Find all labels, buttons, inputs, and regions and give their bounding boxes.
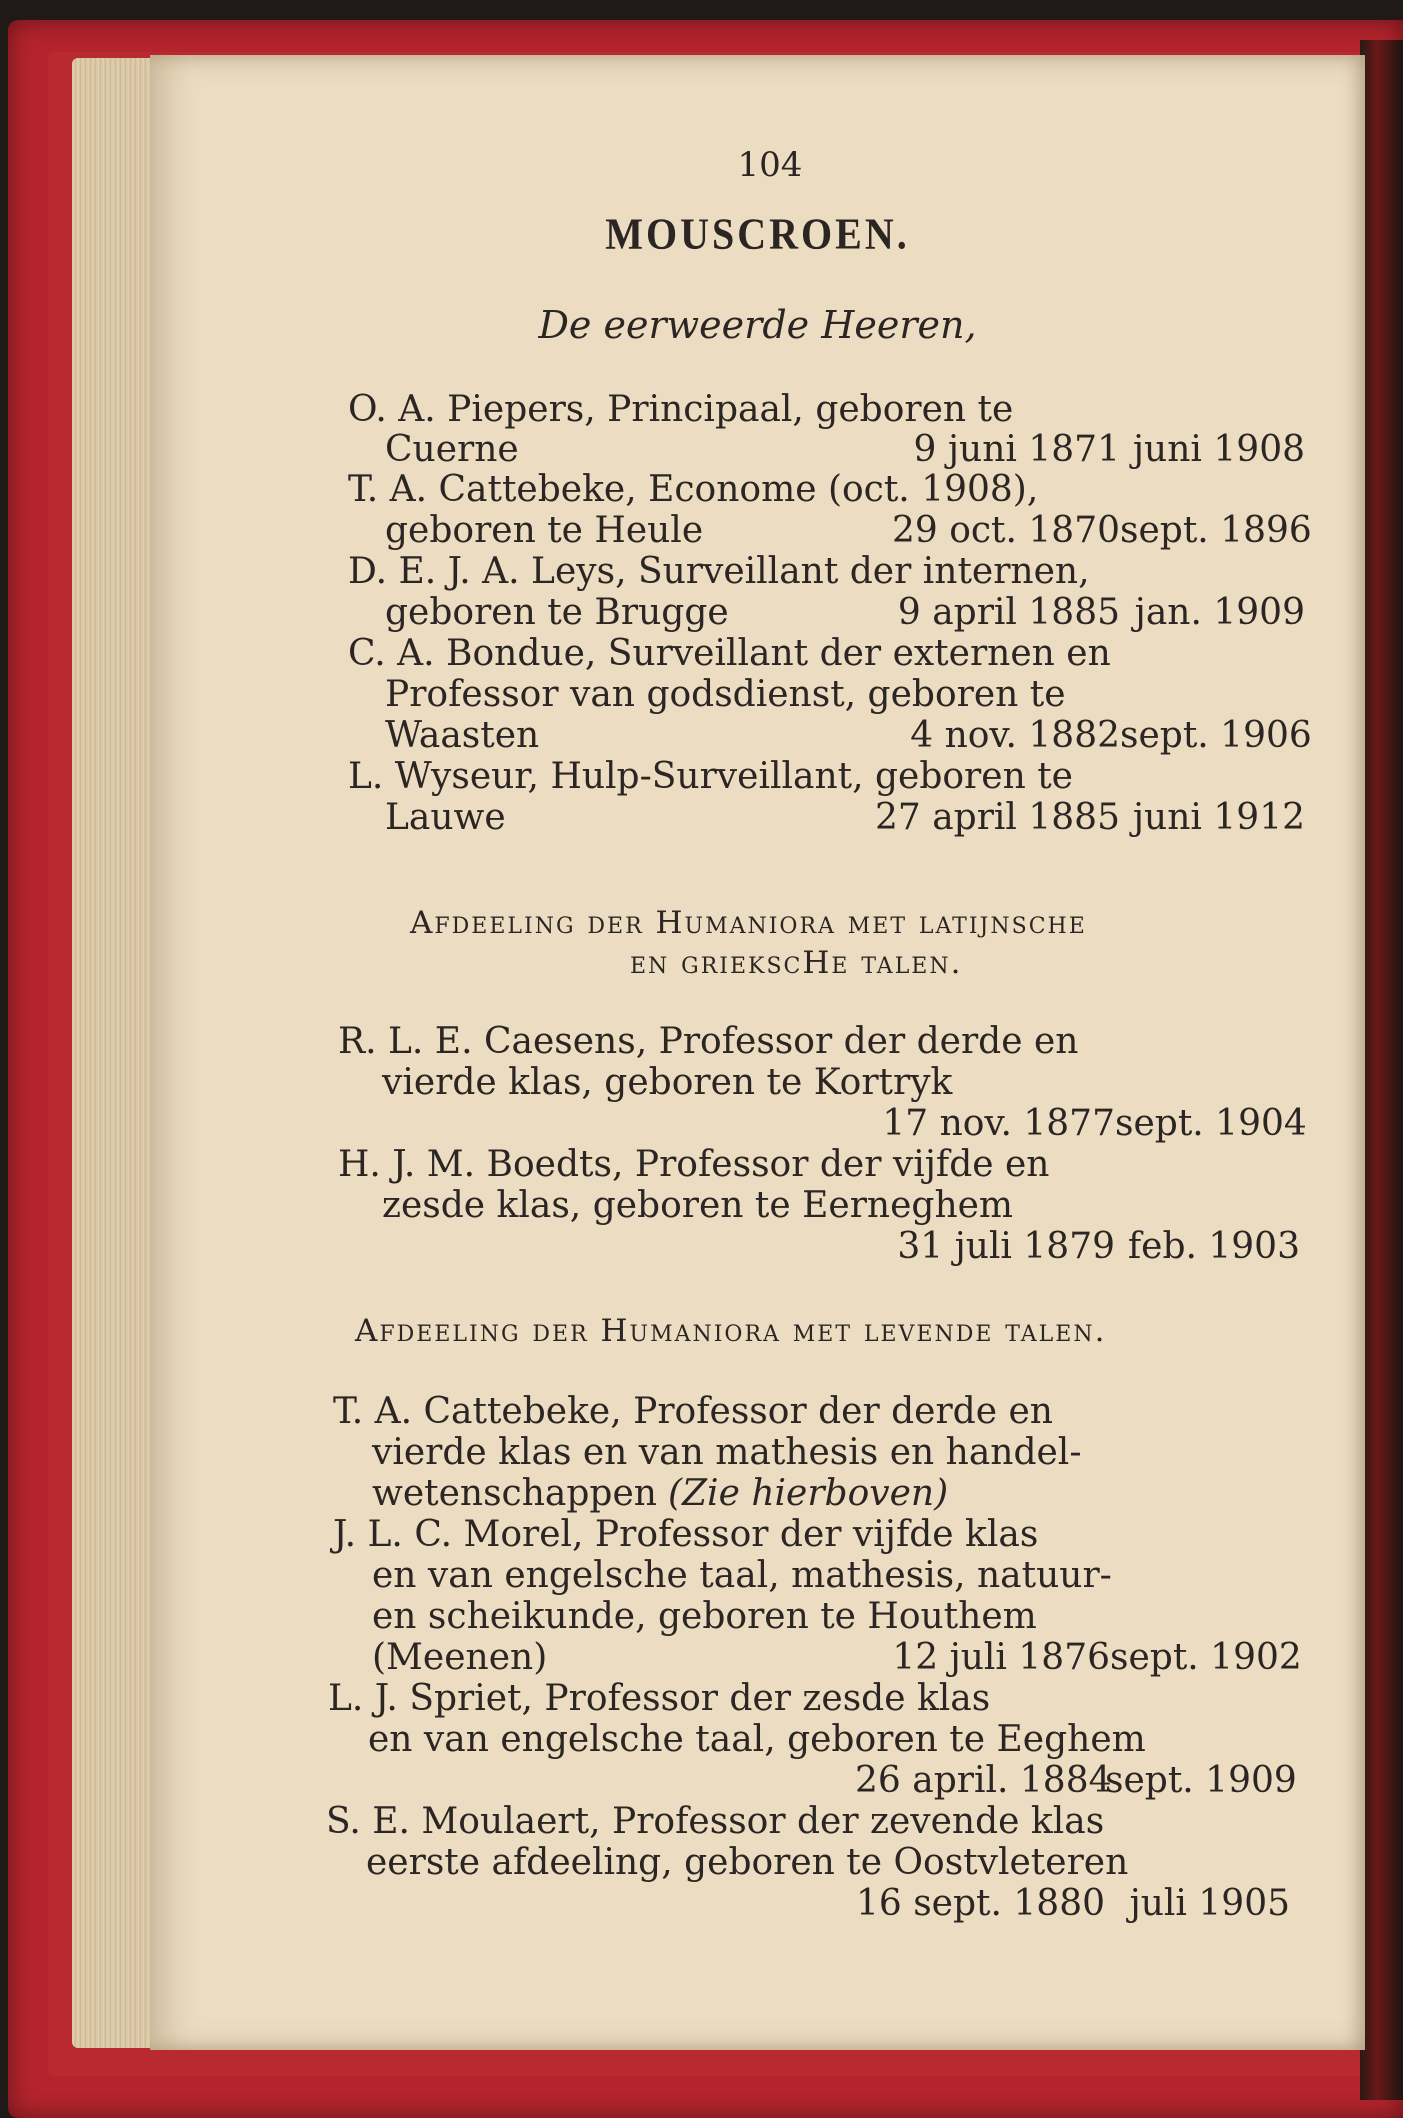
appointment-date: juni 1908 — [1132, 429, 1305, 470]
text-line: L. Wyseur, Hulp-Surveillant, geboren te — [348, 756, 1073, 797]
section-heading: Afdeeling der Humaniora met levende talen. — [355, 1313, 1107, 1349]
appointment-date: sept. 1906 — [1120, 715, 1312, 756]
section-heading: Afdeeling der Humaniora met latijnsche — [410, 905, 1087, 941]
text-line: Lauwe — [385, 797, 506, 838]
book-page — [150, 55, 1365, 2050]
text-line: eerste afdeeling, geboren te Oostvleteren — [366, 1842, 1129, 1883]
text-line: en van engelsche taal, geboren te Eeghem — [368, 1719, 1146, 1760]
text-line: wetenschappen — [372, 1473, 657, 1514]
appointment-date: jan. 1909 — [1134, 592, 1305, 633]
page-number: 104 — [737, 145, 803, 185]
text-line: R. L. E. Caesens, Professor der derde en — [338, 1021, 1079, 1062]
birth-date: 31 juli 1879 — [897, 1226, 1115, 1267]
birth-date: 12 juli 1876 — [892, 1637, 1110, 1678]
text-line: Cuerne — [385, 429, 519, 470]
birth-date: 9 juni 1871 — [913, 429, 1120, 470]
birth-date: 16 sept. 1880 — [855, 1883, 1105, 1924]
text-line: en van engelsche taal, mathesis, natuur- — [372, 1555, 1112, 1596]
text-line: Waasten — [385, 715, 540, 756]
appointment-date: juli 1905 — [1129, 1883, 1290, 1924]
text-line: S. E. Moulaert, Professor der zevende klas — [326, 1801, 1105, 1842]
text-line: vierde klas, geboren te Kortryk — [382, 1062, 953, 1103]
text-line: J. L. C. Morel, Professor der vijfde klas — [333, 1514, 1039, 1555]
text-line: zesde klas, geboren te Eerneghem — [382, 1185, 1014, 1226]
birth-date: 4 nov. 1882 — [910, 715, 1120, 756]
text-line: T. A. Cattebeke, Professor der derde en — [333, 1391, 1053, 1432]
text-line: D. E. J. A. Leys, Surveillant der internen, — [348, 551, 1090, 592]
text-line: geboren te Heule — [385, 510, 704, 551]
birth-date: 9 april 1885 — [897, 592, 1120, 633]
appointment-date: feb. 1903 — [1127, 1226, 1300, 1267]
birth-date: 27 april 1885 — [874, 797, 1120, 838]
text-line: (Zie hierboven) — [668, 1473, 949, 1514]
text-line: Professor van godsdienst, geboren te — [385, 674, 1066, 715]
text-line: C. A. Bondue, Surveillant der externen en — [348, 633, 1111, 674]
text-line: L. J. Spriet, Professor der zesde klas — [328, 1678, 991, 1719]
section-heading: en griekscHe talen. — [630, 945, 963, 981]
appointment-date: sept. 1904 — [1115, 1103, 1307, 1144]
text-line: T. A. Cattebeke, Econome (oct. 1908), — [348, 469, 1039, 510]
page-title: MOUSCROEN. — [605, 208, 910, 259]
birth-date: 17 nov. 1877 — [882, 1103, 1115, 1144]
text-line: O. A. Piepers, Principaal, geboren te — [348, 389, 1014, 430]
appointment-date: juni 1912 — [1132, 797, 1305, 838]
birth-date: 26 april. 1884 — [855, 1760, 1112, 1801]
book-spine — [1360, 40, 1403, 2100]
appointment-date: sept. 1902 — [1110, 1637, 1302, 1678]
appointment-date: sept. 1909 — [1105, 1760, 1297, 1801]
birth-date: 29 oct. 1870 — [891, 510, 1120, 551]
text-line: (Meenen) — [372, 1637, 548, 1678]
text-line: vierde klas en van mathesis en handel- — [372, 1432, 1082, 1473]
appointment-date: sept. 1896 — [1120, 510, 1312, 551]
page-subtitle: De eerweerde Heeren, — [538, 303, 977, 347]
text-line: H. J. M. Boedts, Professor der vijfde en — [338, 1144, 1050, 1185]
text-line: geboren te Brugge — [385, 592, 729, 633]
text-line: en scheikunde, geboren te Houthem — [372, 1596, 1037, 1637]
